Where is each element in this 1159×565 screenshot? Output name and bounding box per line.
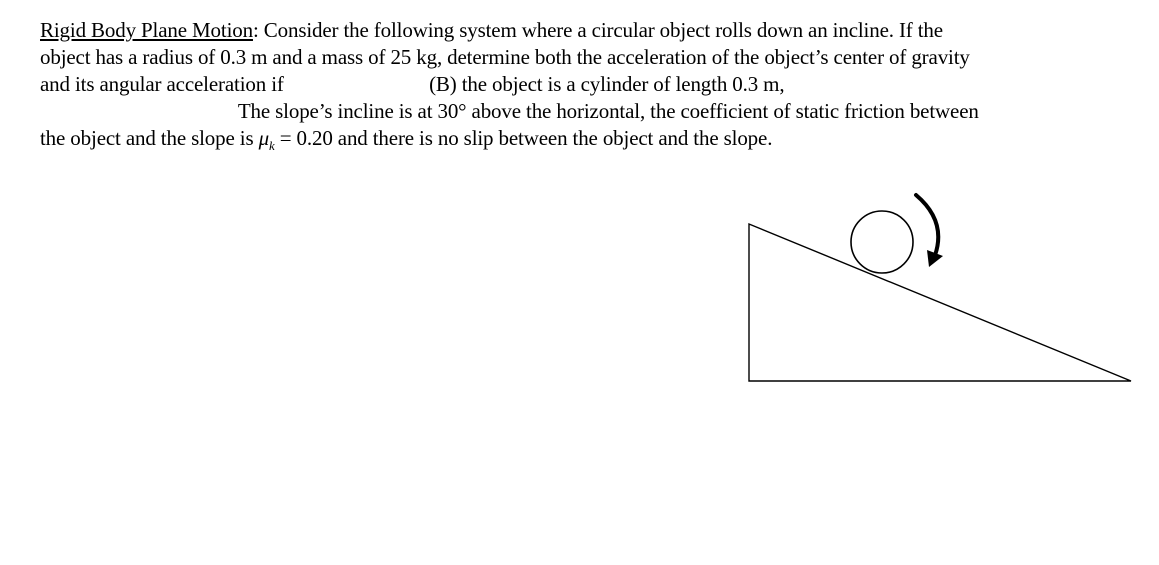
- problem-line-2-text: object has a radius of 0.3 m and a mass of 25 kg, determine both the acceleration of the object’s center of gravity: [40, 45, 970, 69]
- mu-symbol: μ: [258, 126, 269, 150]
- problem-line-5-start: the object and the slope is: [40, 126, 254, 150]
- problem-line-1-text: : Consider the following system where a circular object rolls down an incline. If the: [252, 18, 943, 42]
- rotation-arrow-icon: [916, 195, 938, 258]
- problem-title: Rigid Body Plane Motion: [40, 18, 253, 42]
- rolling-object-circle: [851, 211, 913, 273]
- problem-line-3-start: and its angular acceleration if: [40, 72, 284, 96]
- incline-triangle: [749, 224, 1131, 381]
- problem-line-5-end: = 0.20 and there is no slip between the object and the slope.: [274, 126, 773, 150]
- mu-subscript: k: [269, 138, 275, 154]
- problem-line-3-end: (B) the object is a cylinder of length 0.3 m,: [429, 72, 785, 96]
- problem-line-4-text: The slope’s incline is at 30° above the horizontal, the coefficient of static friction between: [237, 99, 979, 123]
